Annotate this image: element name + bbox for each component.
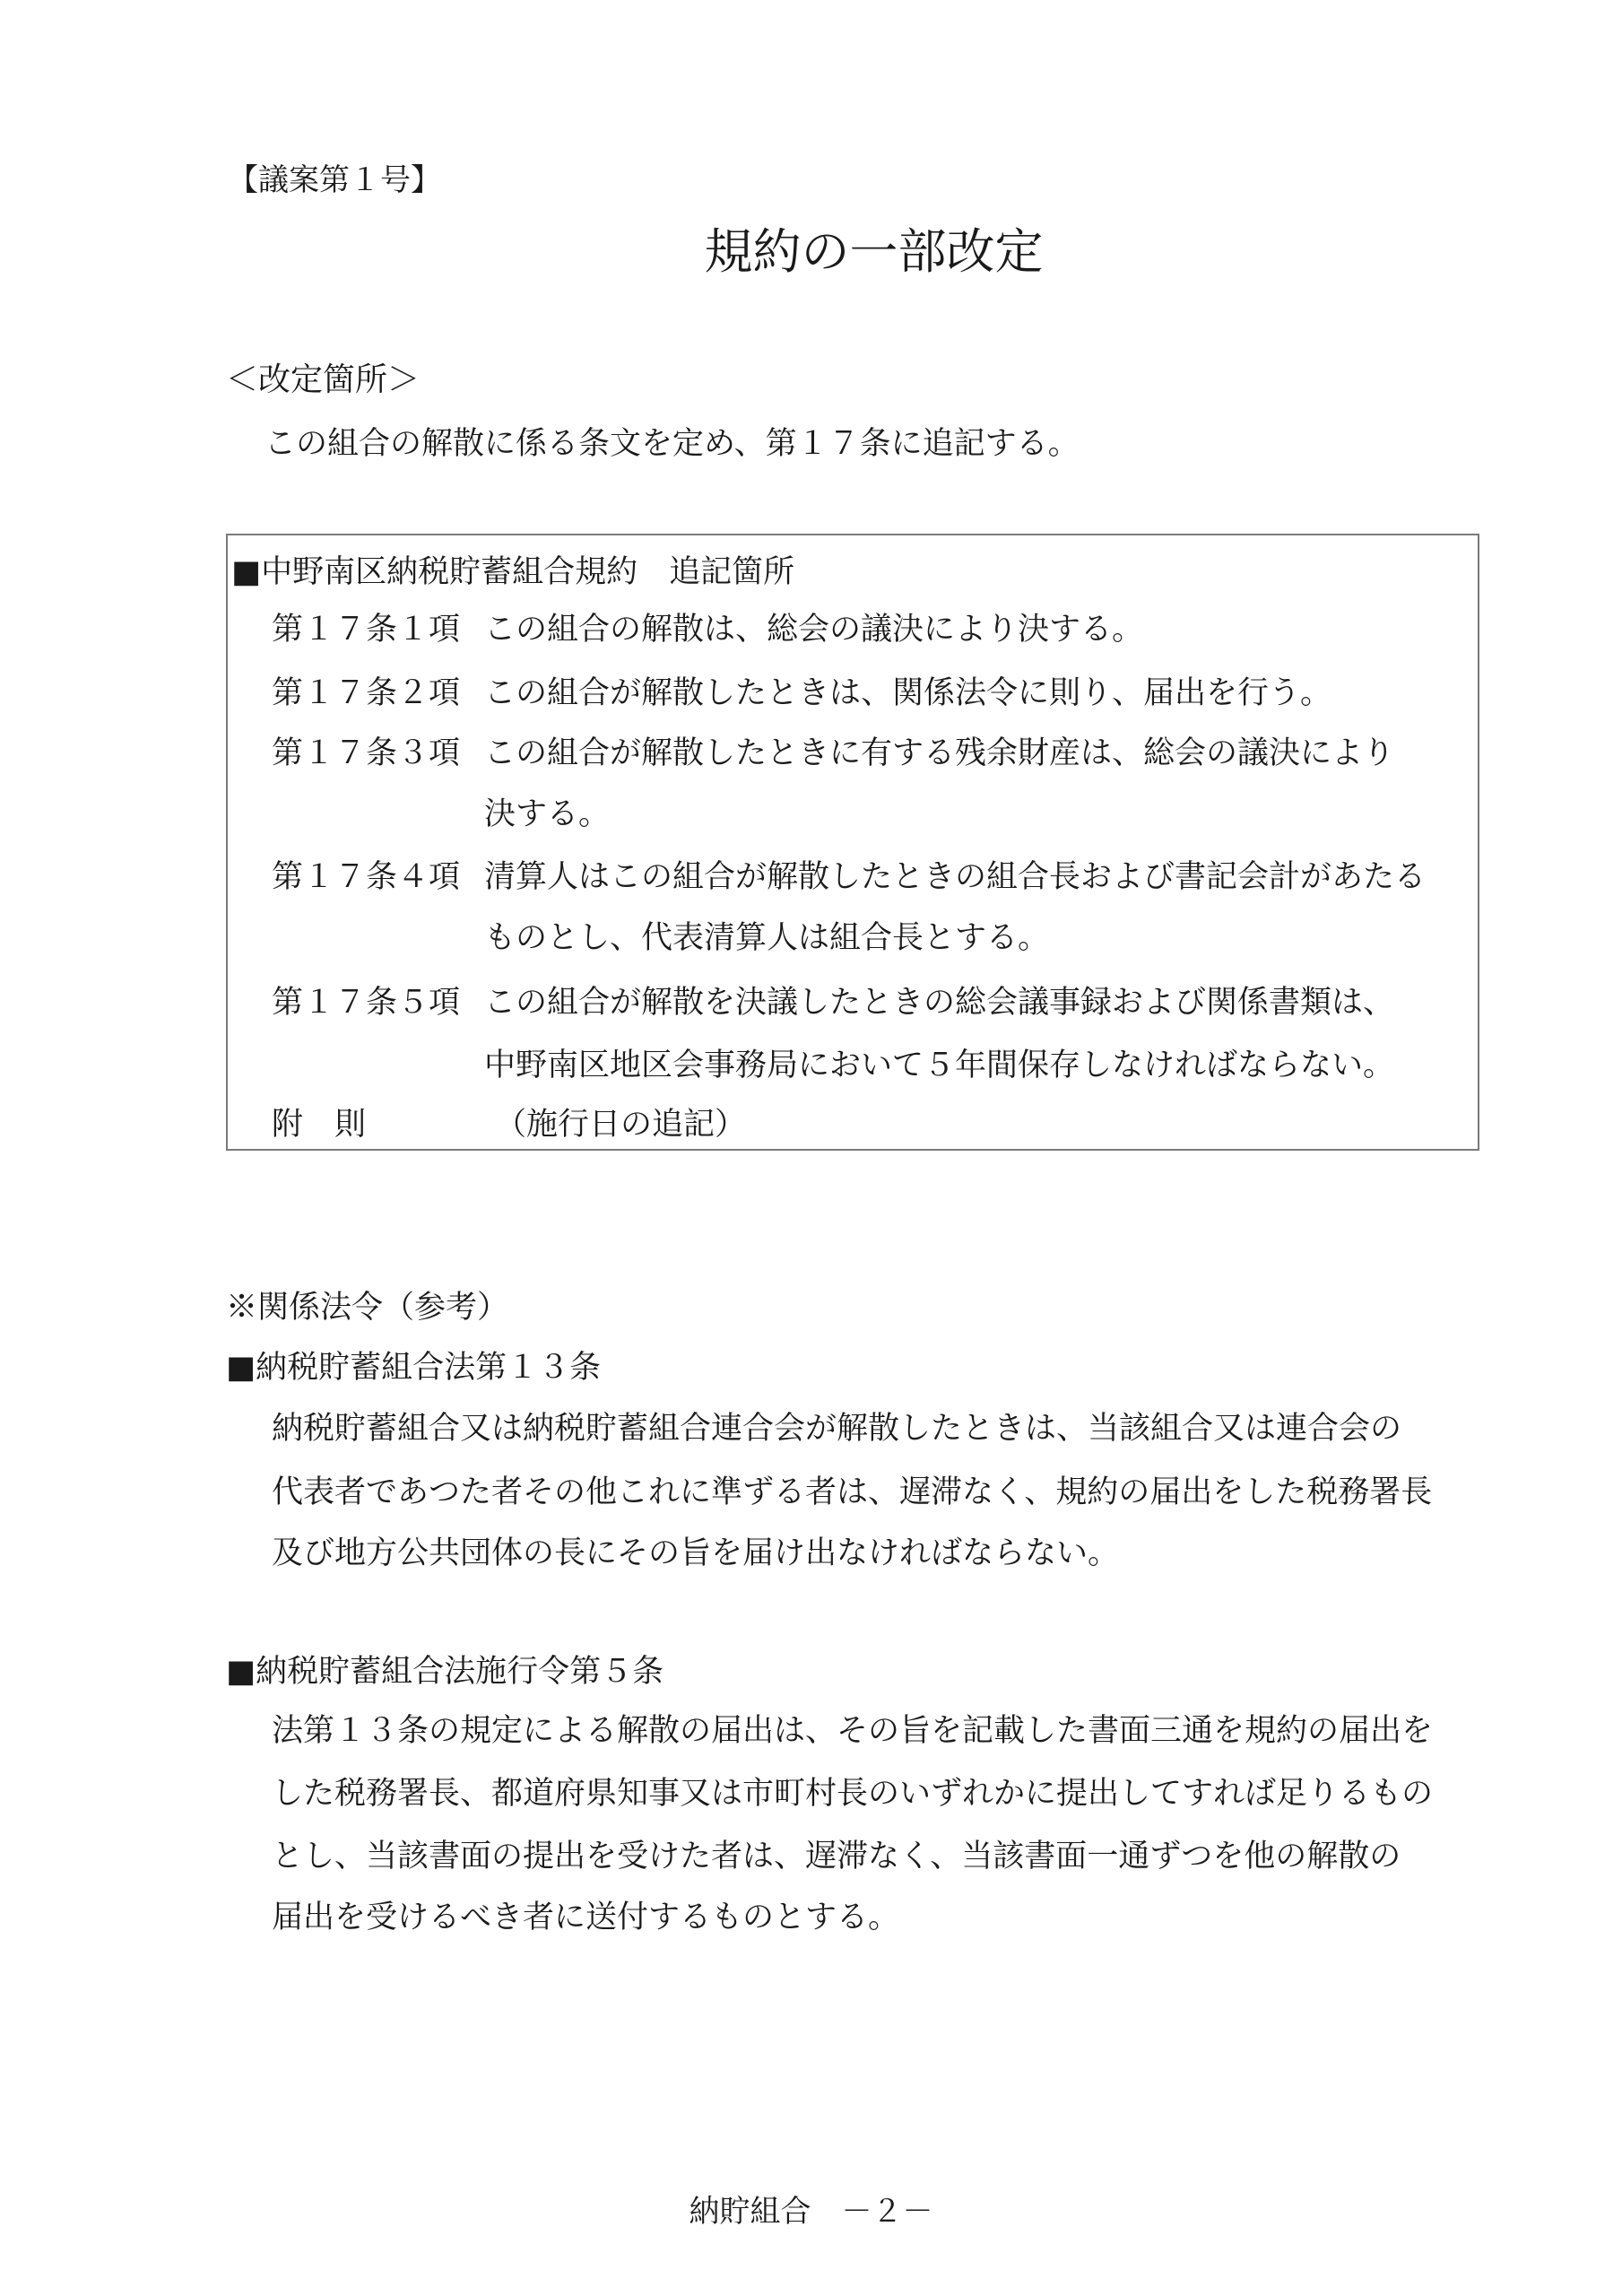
article-text: 中野南区地区会事務局において５年間保存しなければならない。 [484, 1048, 1395, 1083]
article-text: この組合が解散したときは、関係法令に則り、届出を行う。 [484, 675, 1332, 711]
article-text: この組合が解散したときに有する残余財産は、総会の議決により [484, 735, 1395, 771]
article-label: 附 則 [272, 1107, 367, 1143]
law-text: 法第１３条の規定による解散の届出は、その旨を記載した書面三通を規約の届出を [272, 1713, 1434, 1749]
article-text: 決する。 [484, 796, 611, 832]
law-text: 届出を受けるべき者に送付するものとする。 [272, 1900, 900, 1935]
references-heading: ※関係法令（参考） [226, 1290, 509, 1326]
law-text: 及び地方公共団体の長にその旨を届け出なければならない。 [272, 1535, 1120, 1571]
article-text: この組合の解散は、総会の議決により決する。 [484, 612, 1144, 648]
article-text: ものとし、代表清算人は組合長とする。 [484, 920, 1050, 956]
article-label: 第１７条２項 [272, 675, 461, 711]
document-title: 規約の一部改定 [704, 223, 1044, 280]
revision-section-heading: ＜改定箇所＞ [226, 361, 421, 398]
law-title: ■納税貯蓄組合法第１３条 [226, 1350, 602, 1386]
article-label: 第１７条３項 [272, 735, 461, 771]
law-text: 代表者であつた者その他これに準ずる者は、遅滞なく、規約の届出をした税務署長 [272, 1474, 1433, 1510]
law-title: ■納税貯蓄組合法施行令第５条 [226, 1654, 664, 1690]
article-label: 第１７条４項 [272, 859, 461, 895]
law-text: とし、当該書面の提出を受けた者は、遅滞なく、当該書面一通ずつを他の解散の [272, 1839, 1401, 1874]
article-text: この組合が解散を決議したときの総会議事録および関係書類は、 [484, 985, 1395, 1021]
law-text: した税務署長、都道府県知事又は市町村長のいずれかに提出してすれば足りるもの [272, 1776, 1434, 1812]
law-text: 納税貯蓄組合又は納税貯蓄組合連合会が解散したときは、当該組合又は連合会の [272, 1411, 1402, 1447]
agenda-number: 【議案第１号】 [228, 162, 441, 198]
article-label: 第１７条１項 [272, 612, 461, 648]
page-footer: 納貯組合 －２－ [689, 2194, 933, 2230]
article-label: 第１７条５項 [272, 985, 461, 1021]
article-text: 清算人はこの組合が解散したときの組合長および書記会計があたる [484, 859, 1427, 895]
article-text: （施行日の追記） [495, 1107, 747, 1143]
amendment-box-title: ■中野南区納税貯蓄組合規約 追記箇所 [231, 554, 795, 590]
revision-section-text: この組合の解散に係る条文を定め、第１７条に追記する。 [265, 426, 1080, 462]
